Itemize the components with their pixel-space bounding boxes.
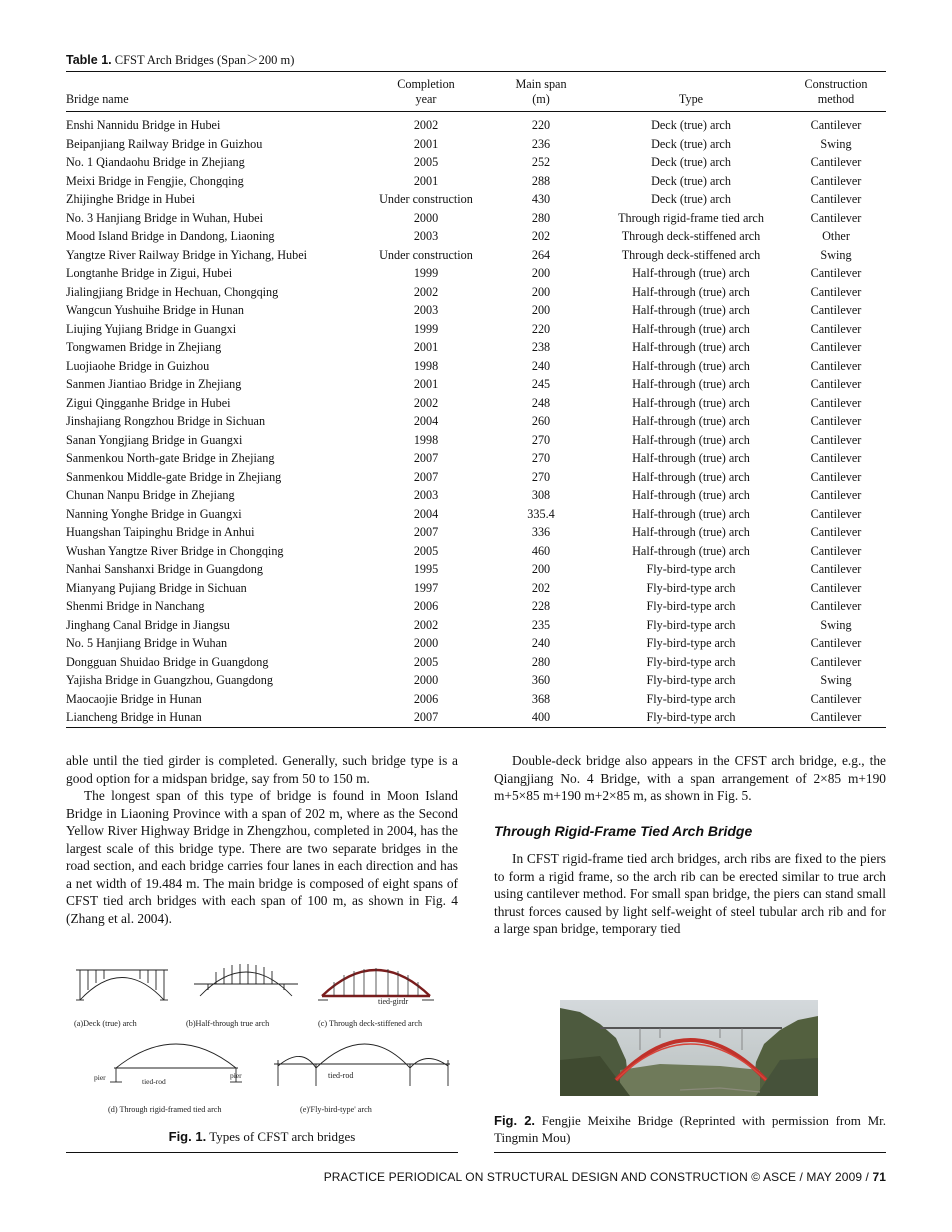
table-row (66, 209, 886, 228)
cell-construction-method: Cantilever (810, 155, 862, 169)
header-completion-year (366, 72, 486, 112)
cell-type: Fly-bird-type arch (646, 636, 736, 650)
cell-type: Half-through (true) arch (632, 340, 750, 354)
cell-completion-year: 2005 (413, 543, 439, 558)
table-row (66, 412, 886, 431)
cell-main-span: 240 (531, 636, 551, 650)
cell-completion-year: 2006 (413, 599, 439, 613)
cell-bridge-name: Luojiaohe Bridge in Guizhou (66, 358, 210, 373)
cell-main-span: 202 (531, 580, 551, 595)
cell-main-span: 270 (531, 451, 551, 465)
cell-main-span: 336 (531, 525, 551, 539)
cell-type: Half-through (true) arch (632, 395, 750, 410)
cell-type: Fly-bird-type arch (646, 580, 736, 595)
header-main-span (486, 72, 596, 112)
table-row (66, 542, 886, 561)
cell-bridge-name: Liancheng Bridge in Hunan (66, 708, 366, 727)
cell-construction-method: Cantilever (810, 340, 862, 354)
cell-main-span: 270 (531, 432, 551, 447)
table-header-row (66, 72, 886, 112)
table-row (66, 375, 886, 394)
figure-1-diagram (66, 960, 458, 1120)
cell-completion-year: 2001 (413, 340, 439, 354)
table-row (66, 338, 886, 357)
footer-journal: PRACTICE PERIODICAL ON STRUCTURAL DESIGN AND CONSTRUCTION © ASCE / MAY 2009 / (323, 1170, 873, 1184)
cell-type: Half-through (true) arch (632, 321, 750, 336)
cell-main-span: 260 (531, 414, 551, 428)
cell-bridge-name: Longtanhe Bridge in Zigui, Hubei (66, 266, 233, 280)
cell-bridge-name: Sanmenkou North-gate Bridge in Zhejiang (66, 451, 275, 465)
figure-1-caption (66, 1129, 458, 1145)
cell-completion-year: 2001 (413, 173, 439, 188)
cell-type: Half-through (true) arch (632, 432, 750, 447)
cell-completion-year: 1999 (413, 266, 439, 280)
cell-type: Fly-bird-type arch (646, 599, 736, 613)
fig1-label-d: (d) Through rigid-framed tied arch (108, 1105, 222, 1114)
bridges-table (66, 71, 886, 728)
cell-type: Through rigid-frame tied arch (618, 210, 764, 225)
cell-construction-method: Cantilever (810, 303, 862, 317)
cell-main-span: 220 (531, 321, 551, 336)
table-row (66, 301, 886, 320)
cell-completion-year: 2000 (413, 210, 439, 225)
cell-bridge-name: Sanan Yongjiang Bridge in Guangxi (66, 432, 243, 447)
table-row (66, 634, 886, 653)
cell-bridge-name: Wangcun Yushuihe Bridge in Hunan (66, 303, 244, 317)
header-method-line2: method (817, 92, 855, 106)
cell-type: Half-through (true) arch (632, 543, 750, 558)
cell-completion-year: 2002 (413, 118, 439, 132)
table-row (66, 616, 886, 635)
cell-construction-method: Cantilever (810, 691, 862, 706)
cell-main-span: 400 (486, 708, 596, 727)
cell-completion-year: Under construction (379, 247, 473, 262)
cell-bridge-name: Huangshan Taipinghu Bridge in Anhui (66, 525, 255, 539)
fig2-caption-text: Fengjie Meixihe Bridge (Reprinted with permission from Mr. Tingmin Mou) (494, 1113, 887, 1145)
cell-type: Through deck-stiffened arch (621, 229, 761, 243)
cell-completion-year: 1995 (413, 562, 439, 576)
fig1-label-b: (b)Half-through true arch (186, 1019, 270, 1028)
cell-completion-year: 2005 (413, 654, 439, 669)
cell-main-span: 200 (531, 266, 551, 280)
cell-bridge-name: Mianyang Pujiang Bridge in Sichuan (66, 580, 247, 595)
cell-main-span: 245 (531, 377, 551, 391)
left-text-column (66, 752, 458, 927)
cell-type: Half-through (true) arch (632, 266, 750, 280)
fig1-label-c: (c) Through deck-stiffened arch (318, 1019, 423, 1028)
cell-construction-method: Cantilever (810, 266, 862, 280)
cell-bridge-name: Dongguan Shuidao Bridge in Guangdong (66, 654, 269, 669)
cell-construction-method: Cantilever (810, 395, 862, 410)
cell-main-span: 270 (531, 469, 551, 484)
cell-type: Half-through (true) arch (632, 469, 750, 484)
cell-construction-method: Swing (820, 247, 852, 262)
table-row (66, 653, 886, 672)
cell-construction-method: Cantilever (810, 580, 862, 595)
cell-completion-year: 2005 (413, 155, 439, 169)
cell-completion-year: 2007 (413, 525, 439, 539)
cell-main-span: 235 (531, 617, 551, 632)
cell-completion-year: 2002 (413, 284, 439, 299)
cell-main-span: 236 (531, 136, 551, 151)
cell-completion-year: 2002 (413, 617, 439, 632)
table-row (66, 505, 886, 524)
cell-completion-year: 2001 (413, 377, 439, 391)
cell-type: Fly-bird-type arch (596, 708, 786, 727)
right-paragraph-2: In CFST rigid-frame tied arch bridges, arch ribs are fixed to the piers to form a rigid frame, so the arch rib can be erected similar to true arch using cantilever method. For small span bridge, the piers can stand small thrust forces caused by light self-weight of steel tubular arch rib and for a large span bridge, temporary tied (494, 851, 886, 936)
cell-construction-method: Cantilever (810, 488, 862, 502)
cell-main-span: 460 (531, 543, 551, 558)
cell-bridge-name: Yangtze River Railway Bridge in Yichang, Hubei (66, 247, 307, 262)
cell-completion-year: 2000 (413, 636, 439, 650)
fig1-caption-text: Types of CFST arch bridges (209, 1129, 356, 1144)
cell-type: Fly-bird-type arch (646, 654, 736, 669)
cell-construction-method: Cantilever (810, 321, 862, 336)
cell-bridge-name: No. 1 Qiandaohu Bridge in Zhejiang (66, 155, 245, 169)
cell-main-span: 368 (531, 691, 551, 706)
cell-main-span: 308 (531, 488, 551, 502)
cell-type: Deck (true) arch (651, 173, 731, 188)
cell-bridge-name: Beipanjiang Railway Bridge in Guizhou (66, 136, 263, 151)
fig1-label-a: (a)Deck (true) arch (74, 1019, 137, 1028)
right-text-column (494, 752, 886, 938)
table-row (66, 523, 886, 542)
footer-page-number: 71 (872, 1170, 886, 1184)
table-row (66, 468, 886, 487)
cell-main-span: 252 (531, 155, 551, 169)
cell-main-span: 200 (531, 284, 551, 299)
pier-left-label: pier (94, 1073, 106, 1082)
cell-type: Deck (true) arch (651, 136, 731, 151)
cell-type: Fly-bird-type arch (646, 691, 736, 706)
table-row (66, 227, 886, 246)
cell-main-span: 335.4 (527, 506, 555, 521)
cell-bridge-name: Sanmenkou Middle-gate Bridge in Zhejiang (66, 469, 282, 484)
cell-bridge-name: No. 3 Hanjiang Bridge in Wuhan, Hubei (66, 210, 263, 225)
cell-completion-year: 2007 (366, 708, 486, 727)
cell-main-span: 280 (531, 210, 551, 225)
cell-completion-year: 1997 (413, 580, 439, 595)
table-1 (66, 52, 886, 728)
cell-construction-method: Swing (820, 617, 852, 632)
table-row (66, 671, 886, 690)
table-row (66, 690, 886, 709)
cell-construction-method: Cantilever (810, 543, 862, 558)
cell-type: Half-through (true) arch (632, 303, 750, 317)
cell-completion-year: 2006 (413, 691, 439, 706)
cell-construction-method: Other (822, 229, 850, 243)
fly-bird-arch-diagram (274, 1044, 450, 1086)
cell-type: Through deck-stiffened arch (621, 247, 761, 262)
cell-construction-method: Cantilever (810, 173, 862, 188)
cell-main-span: 430 (531, 192, 551, 206)
page-footer (324, 1170, 886, 1184)
table-row (66, 394, 886, 413)
cell-type: Fly-bird-type arch (646, 562, 736, 576)
cell-type: Half-through (true) arch (632, 525, 750, 539)
cell-main-span: 360 (531, 673, 551, 687)
table-row (66, 190, 886, 209)
cell-construction-method: Cantilever (810, 358, 862, 373)
fig2-bottom-rule (494, 1152, 886, 1153)
cell-construction-method: Cantilever (786, 708, 886, 727)
cell-construction-method: Swing (820, 673, 852, 687)
cell-bridge-name: Mood Island Bridge in Dandong, Liaoning (66, 229, 275, 243)
table-caption (66, 52, 886, 68)
cell-main-span: 288 (531, 173, 551, 188)
fig1-label-e: (e)'Fly-bird-type' arch (300, 1105, 372, 1114)
cell-main-span: 264 (531, 247, 551, 262)
table-row (66, 486, 886, 505)
cell-bridge-name: Jinghang Canal Bridge in Jiangsu (66, 617, 230, 632)
cell-bridge-name: Zigui Qingganhe Bridge in Hubei (66, 395, 231, 410)
cell-type: Deck (true) arch (651, 192, 731, 206)
table-body (66, 112, 886, 728)
header-year-line2: year (415, 92, 437, 106)
cell-type: Fly-bird-type arch (646, 617, 736, 632)
table-row (66, 283, 886, 302)
cell-completion-year: 2007 (413, 469, 439, 484)
header-bridge-name: Bridge name (66, 72, 366, 112)
table-row (66, 431, 886, 450)
left-paragraph-1: able until the tied girder is completed. Generally, such bridge type is a good option for a midspan bridge, say from 50 to 150 m. (66, 753, 458, 786)
cell-completion-year: 2002 (413, 395, 439, 410)
cell-bridge-name: Maocaojie Bridge in Hunan (66, 691, 202, 706)
left-paragraph-2: The longest span of this type of bridge is found in Moon Island Bridge in Liaoning Province with a span of 202 m, where as the Second Yellow River Highway Bridge in Zhengzhou, completed in 2004, has the largest scale of this bridge type. There are two separate bridges in the road section, and each bridge carries four lanes in each direction and has a net width of 19.484 m. The main bridge is composed of eight spans of CFST tied arch bridges with each span of 100 m, as shown in Fig. 4 (Zhang et al. 2004). (66, 788, 458, 926)
header-span-line2: (m) (532, 92, 550, 106)
table-label: Table 1. (66, 53, 112, 67)
table-row (66, 135, 886, 154)
cell-bridge-name: Yajisha Bridge in Guangzhou, Guangdong (66, 673, 273, 687)
cell-construction-method: Cantilever (810, 451, 862, 465)
cell-type: Half-through (true) arch (632, 284, 750, 299)
cell-bridge-name: Shenmi Bridge in Nanchang (66, 599, 205, 613)
figure-2-caption (494, 1112, 886, 1146)
cell-type: Half-through (true) arch (632, 414, 750, 428)
tied-girdr-label: tied-girdr (378, 997, 409, 1006)
cell-type: Half-through (true) arch (632, 358, 750, 373)
rigid-framed-tied-arch-diagram (110, 1044, 242, 1082)
cell-type: Deck (true) arch (651, 118, 731, 132)
cell-completion-year: 2004 (413, 506, 439, 521)
right-paragraph-1: Double-deck bridge also appears in the CFST arch bridge, e.g., the Qiangjiang No. 4 Bridge, with a span arrangement of 2×85 m+190 m+5×85 m+190 m+2×85 m, as shown in Fig. 5. (494, 753, 886, 803)
cell-type: Half-through (true) arch (632, 488, 750, 502)
cell-bridge-name: No. 5 Hanjiang Bridge in Wuhan (66, 636, 228, 650)
cell-construction-method: Cantilever (810, 414, 862, 428)
cell-main-span: 238 (531, 340, 551, 354)
header-type: Type (596, 72, 786, 112)
cell-construction-method: Cantilever (810, 210, 862, 225)
fengjie-meixihe-bridge-photo (560, 1000, 818, 1096)
cell-completion-year: 1998 (413, 432, 439, 447)
cell-main-span: 248 (531, 395, 551, 410)
cell-bridge-name: Meixi Bridge in Fengjie, Chongqing (66, 173, 244, 188)
table-row (66, 246, 886, 265)
cell-construction-method: Cantilever (810, 284, 862, 299)
cell-bridge-name: Chunan Nanpu Bridge in Zhejiang (66, 488, 235, 502)
cell-main-span: 220 (531, 118, 551, 132)
cell-main-span: 280 (531, 654, 551, 669)
cell-type: Half-through (true) arch (632, 451, 750, 465)
cell-main-span: 240 (531, 358, 551, 373)
cell-completion-year: 2000 (413, 673, 439, 687)
cell-bridge-name: Jinshajiang Rongzhou Bridge in Sichuan (66, 414, 266, 428)
deck-stiffened-arch-diagram (318, 968, 434, 1000)
table-row (66, 320, 886, 339)
cell-construction-method: Cantilever (810, 432, 862, 447)
table-row (66, 264, 886, 283)
cell-bridge-name: Liujing Yujiang Bridge in Guangxi (66, 321, 237, 336)
cell-completion-year: 2004 (413, 414, 439, 428)
cell-completion-year: 1999 (413, 321, 439, 336)
cell-bridge-name: Zhijinghe Bridge in Hubei (66, 192, 195, 206)
fig1-caption-label: Fig. 1. (168, 1129, 207, 1144)
table-row (66, 579, 886, 598)
cell-construction-method: Cantilever (810, 192, 862, 206)
cell-bridge-name: Jialingjiang Bridge in Hechuan, Chongqing (66, 284, 279, 299)
cell-type: Half-through (true) arch (632, 506, 750, 521)
cell-construction-method: Cantilever (810, 562, 862, 576)
table-row (66, 172, 886, 191)
table-row (66, 357, 886, 376)
cell-main-span: 228 (531, 599, 551, 613)
cell-bridge-name: Enshi Nannidu Bridge in Hubei (66, 118, 221, 132)
fig1-bottom-rule (66, 1152, 458, 1153)
half-through-arch-diagram (194, 964, 298, 996)
cell-type: Half-through (true) arch (632, 377, 750, 391)
table-row (66, 449, 886, 468)
cell-completion-year: 2001 (413, 136, 439, 151)
tied-rod-e-label: tied-rod (328, 1071, 354, 1080)
cell-bridge-name: Wushan Yangtze River Bridge in Chongqing (66, 543, 284, 558)
header-method-line1: Construction (804, 77, 868, 91)
table-title: CFST Arch Bridges (Span＞200 m) (114, 53, 295, 67)
cell-construction-method: Cantilever (810, 636, 862, 650)
cell-construction-method: Cantilever (810, 506, 862, 521)
cell-construction-method: Cantilever (810, 525, 862, 539)
table-row (66, 112, 886, 135)
cell-main-span: 200 (531, 303, 551, 317)
table-row (66, 153, 886, 172)
header-span-line1: Main span (515, 77, 567, 91)
fig2-caption-label: Fig. 2. (494, 1113, 536, 1128)
section-heading: Through Rigid-Frame Tied Arch Bridge (494, 822, 753, 839)
cell-construction-method: Swing (820, 136, 852, 151)
cell-construction-method: Cantilever (810, 377, 862, 391)
header-year-line1: Completion (397, 77, 455, 91)
cell-completion-year: 2007 (413, 451, 439, 465)
cell-construction-method: Cantilever (810, 654, 862, 669)
cell-bridge-name: Tongwamen Bridge in Zhejiang (66, 340, 222, 354)
cell-type: Deck (true) arch (651, 155, 731, 169)
cell-type: Fly-bird-type arch (646, 673, 736, 687)
cell-completion-year: 2003 (413, 488, 439, 502)
table-row (66, 597, 886, 616)
pier-right-label: pier (230, 1071, 242, 1080)
cell-bridge-name: Nanhai Sanshanxi Bridge in Guangdong (66, 562, 263, 576)
cell-completion-year: 2003 (413, 229, 439, 243)
cell-main-span: 202 (531, 229, 551, 243)
cell-bridge-name: Nanning Yonghe Bridge in Guangxi (66, 506, 242, 521)
deck-arch-diagram (76, 970, 168, 1000)
cell-construction-method: Cantilever (810, 118, 862, 132)
cell-completion-year: 2003 (413, 303, 439, 317)
table-row (66, 560, 886, 579)
cell-construction-method: Cantilever (810, 469, 862, 484)
cell-bridge-name: Sanmen Jiantiao Bridge in Zhejiang (66, 377, 242, 391)
header-construction-method (786, 72, 886, 112)
cell-completion-year: Under construction (379, 192, 473, 206)
table-row (66, 708, 886, 727)
tied-rod-d-label: tied-rod (142, 1077, 166, 1086)
cell-main-span: 200 (531, 562, 551, 576)
cell-construction-method: Cantilever (810, 599, 862, 613)
cell-completion-year: 1998 (413, 358, 439, 373)
